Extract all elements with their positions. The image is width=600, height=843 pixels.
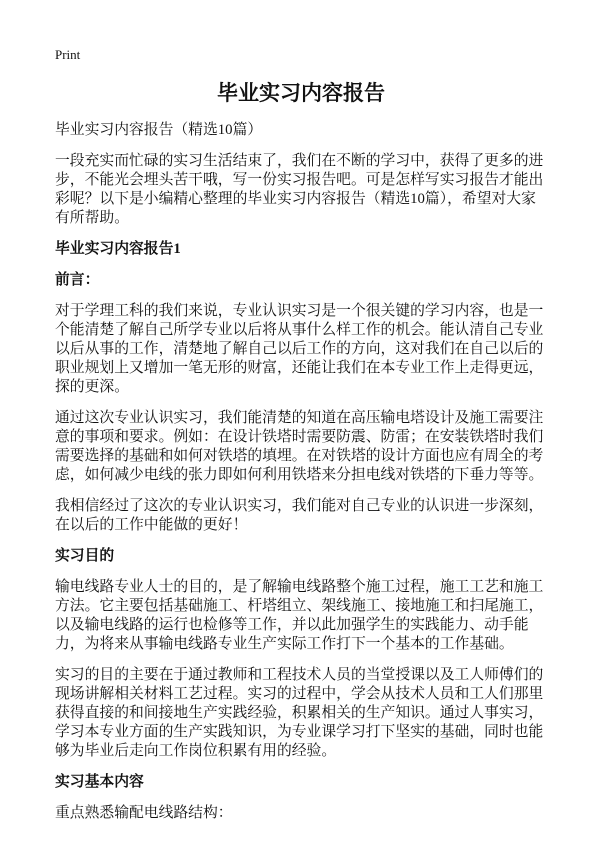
intro-paragraph: 一段充实而忙碌的实习生活结束了，我们在不断的学习中，获得了更多的进步，不能光会埋头苦干哦，写一份实习报告吧。可是怎样写实习报告才能出彩呢？以下是小编精心整理的毕业实习内容报告（精选10篇），希望对大家有所帮助。 [55, 153, 544, 226]
content-first-line: 重点熟悉输配电线路结构： [55, 805, 233, 821]
subtitle: 毕业实习内容报告（精选10篇） [55, 122, 263, 138]
content-heading: 实习基本内容 [55, 774, 144, 790]
preface-heading: 前言： [55, 272, 100, 288]
purpose-paragraph-1: 输电线路专业人士的目的，是了解输电线路整个施工过程，施工工艺和施工方法。它主要包括基础施工、杆塔组立、架线施工、接地施工和扫尾施工，以及输电线路的运行也检修等工作，并以此加强学生的实践能力、动手能力，为将来从事输电线路专业生产实际工作打下一个基本的工作基础。 [55, 579, 544, 652]
preface-paragraph-2: 通过这次专业认识实习，我们能清楚的知道在高压输电塔设计及施工需要注意的事项和要求。例如：在设计铁塔时需要防震、防雷；在安装铁塔时我们需要选择的基础和如何对铁塔的填埋。在对铁塔的设计方面也应有周全的考虑，如何减少电线的张力即如何利用铁塔来分担电线对铁塔的下垂力等等。 [55, 410, 544, 483]
print-link[interactable]: Print [55, 47, 81, 62]
purpose-paragraph-2: 实习的目的主要在于通过教师和工程技术人员的当堂授课以及工人师傅们的现场讲解相关材料工艺过程。实习的过程中，学会从技术人员和工人们那里获得直接的和间接地生产实践经验，积累相关的生产知识。通过人事实习，学习本专业方面的生产实践知识，为专业课学习打下坚实的基础，同时也能够为毕业后走向工作岗位积累有用的经验。 [55, 667, 544, 759]
page-title: 毕业实习内容报告 [217, 82, 385, 105]
preface-paragraph-3: 我相信经过了这次的专业认识实习，我们能对自己专业的认识进一步深刻，在以后的工作中能做的更好！ [55, 498, 544, 533]
section-heading-1: 毕业实习内容报告1 [55, 241, 181, 257]
preface-paragraph-1: 对于学理工科的我们来说，专业认识实习是一个很关键的学习内容，也是一个能清楚了解自己所学专业以后将从事什么样工作的机会。能认清自己专业以后从事的工作，清楚地了解自己以后工作的方向，这对我们在自己以后的职业规划上又增加一笔无形的财富，还能让我们在本专业工作上走得更远，探的更深。 [55, 303, 544, 395]
purpose-heading: 实习目的 [55, 548, 115, 564]
